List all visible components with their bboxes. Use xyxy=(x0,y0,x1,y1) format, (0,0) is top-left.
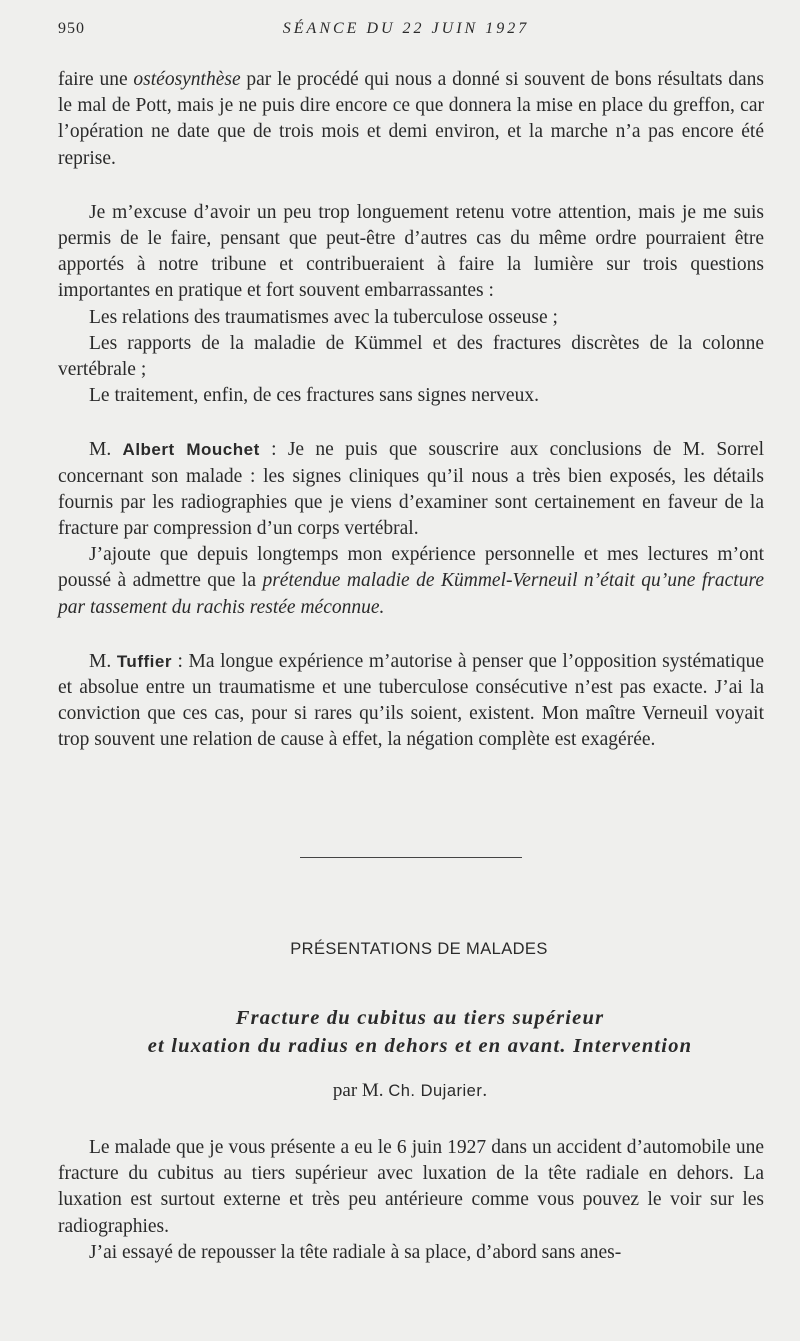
section-heading: PRÉSENTATIONS DE MALADES xyxy=(290,940,548,958)
paragraph-mouchet-2: J’ajoute que depuis longtemps mon expérience personnelle et mes lectures m’ont poussé à admettre que la prétendue maladie de Kümmel-Verneuil n’était qu’une fracture par tassement du rachis restée méconnue. xyxy=(58,544,764,618)
article-title-line-1: Fracture du cubitus au tiers supérieur xyxy=(235,1007,605,1029)
list-item-2: Les rapports de la maladie de Kümmel et des fractures discrètes de la colonne vertébrale ; xyxy=(58,332,764,381)
author-name: Ch. Dujarier xyxy=(388,1082,483,1100)
emphasis-kummel: prétendue maladie de Kümmel-Verneuil n’était qu’une fracture par tassement du rachis restée méconnue. xyxy=(58,570,764,618)
paragraph-mouchet: M. Albert Mouchet : Je ne puis que souscrire aux conclusions de M. Sorrel concernant son malade : les signes cliniques qu’il nous a très bien exposés, les détails fournis par les radiographies que je viens d’examiner sont certainement en faveur de la fracture par compression d’un corps vertébral. xyxy=(58,439,764,540)
page-number: 950 xyxy=(58,20,85,37)
paragraph-tuffier: M. Tuffier : Ma longue expérience m’autorise à penser que l’opposition systématique et absolue entre un traumatisme et une tuberculose consécutive n’est pas exacte. J’ai la conviction que ces cas, pour si rares qu’ils soient, existent. Mon maître Verneuil voyait trop souvent une relation de cause à effet, la négation complète est exagérée. xyxy=(58,650,764,751)
article-title-line-2: et luxation du radius en dehors et en avant. Intervention xyxy=(147,1035,693,1057)
list-item-1: Les relations des traumatismes avec la tuberculose osseuse ; xyxy=(89,306,558,328)
paragraph-continuation: faire une ostéosynthèse par le procédé qui nous a donné si souvent de bons résultats dans le mal de Pott, mais je ne puis dire encore ce que donnera la mise en place du greffon, car l’opération ne date que de trois mois et demi environ, et la marche n’a pas encore été reprise. xyxy=(58,69,764,169)
byline: par M. Ch. Dujarier. xyxy=(332,1080,488,1101)
emphasis-osteosynthese: ostéosynthèse xyxy=(133,69,241,90)
article-body xyxy=(58,1135,764,1266)
speaker-name: Albert Mouchet xyxy=(122,440,260,460)
running-head xyxy=(58,20,754,44)
paragraph-excuse: Je m’excuse d’avoir un peu trop longuement retenu votre attention, mais je me suis permis de le faire, pensant que peut-être d’autres cas du même ordre pourraient être apportés à notre tribune et contribueraient à faire la lumière sur trois questions importantes en pratique et fort souvent embarrassantes : xyxy=(58,201,764,302)
main-text-block xyxy=(58,67,764,754)
article-paragraph-2: J’ai essayé de repousser la tête radiale à sa place, d’abord sans anes- xyxy=(89,1241,622,1263)
list-item-3: Le traitement, enfin, de ces fractures sans signes nerveux. xyxy=(89,385,539,407)
speaker-name: Tuffier xyxy=(116,651,172,671)
section-divider xyxy=(300,857,522,858)
article-title xyxy=(40,1004,800,1060)
article-paragraph-1: Le malade que je vous présente a eu le 6 juin 1927 dans un accident d’automobile une fracture du cubitus au tiers supérieur avec luxation de la tête radiale en dehors. La luxation est surtout externe et très peu antérieure comme vous pouvez le voir sur les radiographies. xyxy=(58,1137,764,1237)
running-title: SÉANCE DU 22 JUIN 1927 xyxy=(282,20,530,37)
